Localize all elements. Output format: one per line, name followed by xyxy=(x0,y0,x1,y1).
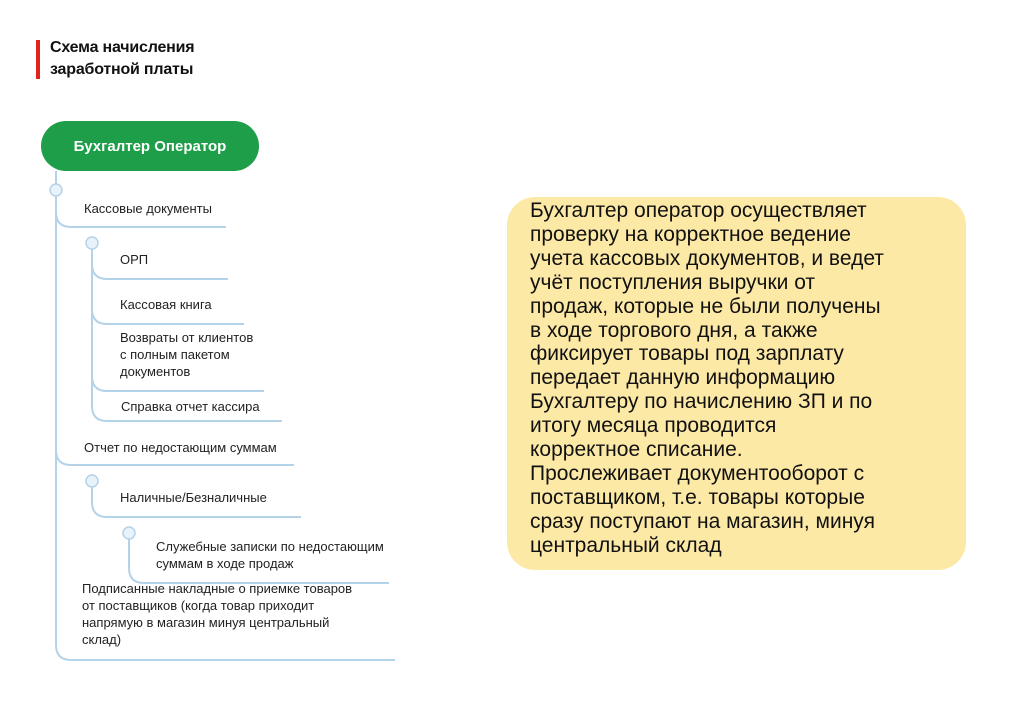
node-line: Возвраты от клиентов xyxy=(120,330,254,345)
connector-dot-nalichnye xyxy=(123,527,135,539)
callout-line: итогу месяца проводится xyxy=(530,414,777,438)
callout-line: поставщиком, т.е. товары которые xyxy=(530,485,865,509)
callout-line: учета кассовых документов, и ведет xyxy=(530,246,884,270)
node-line: Подписанные накладные о приемке товаров xyxy=(82,581,353,596)
node-line: склад) xyxy=(82,632,122,647)
callout-line: продаж, которые не были получены xyxy=(530,294,881,318)
connector-dot-otchet xyxy=(86,475,98,487)
node-podpisannye-nakladnye xyxy=(82,580,352,648)
callout-line: учёт поступления выручки от xyxy=(530,270,816,294)
callout-line: в ходе торгового дня, а также xyxy=(530,318,818,342)
description-callout xyxy=(507,197,966,570)
callout-line: Прослеживает документооборот с xyxy=(530,461,865,485)
page-title-line-1: Схема начисления xyxy=(50,39,195,56)
node-line: Служебные записки по недостающим xyxy=(156,539,384,554)
node-kassovye-dokumenty xyxy=(84,200,212,217)
callout-line: корректное списание. xyxy=(530,438,743,462)
root-node-bukhgalter-operator xyxy=(41,121,259,171)
node-label: Кассовая книга xyxy=(120,297,212,312)
page-title-line-2: заработной платы xyxy=(50,61,194,78)
node-label: Отчет по недостающим суммам xyxy=(84,440,277,455)
node-line: документов xyxy=(120,364,191,379)
node-line: с полным пакетом xyxy=(120,347,230,362)
callout-line: передает данную информацию xyxy=(530,366,836,390)
root-node-label: Бухгалтер Оператор xyxy=(73,137,227,155)
node-line: напрямую в магазин минуя центральный xyxy=(82,615,330,630)
node-spravka-otchet-kassira xyxy=(121,398,260,415)
node-orp xyxy=(120,251,148,268)
callout-line: фиксирует товары под зарплату xyxy=(530,342,844,366)
callout-line: сразу поступают на магазин, минуя xyxy=(530,509,875,533)
node-nalichnye-beznalichnye xyxy=(120,489,267,506)
callout-line: центральный склад xyxy=(530,533,722,557)
connector-dot-kassovye xyxy=(86,237,98,249)
node-label: Кассовые документы xyxy=(84,201,212,216)
node-vozvraty xyxy=(120,329,253,380)
node-otchet-nedostayushchim xyxy=(84,439,277,456)
callout-line: проверку на корректное ведение xyxy=(530,222,851,246)
connector-dot-root xyxy=(50,184,62,196)
callout-line: Бухгалтеру по начислению ЗП и по xyxy=(530,390,873,414)
node-line: от поставщиков (когда товар приходит xyxy=(82,598,315,613)
node-label: Наличные/Безналичные xyxy=(120,490,267,505)
node-line: суммам в ходе продаж xyxy=(156,556,294,571)
node-label: Справка отчет кассира xyxy=(121,399,260,414)
node-sluzhebnye-zapiski xyxy=(156,538,384,572)
callout-line: Бухгалтер оператор осуществляет xyxy=(530,199,867,222)
node-kassovaya-kniga xyxy=(120,296,212,313)
node-label: ОРП xyxy=(120,252,149,267)
connector-orp xyxy=(92,264,228,279)
